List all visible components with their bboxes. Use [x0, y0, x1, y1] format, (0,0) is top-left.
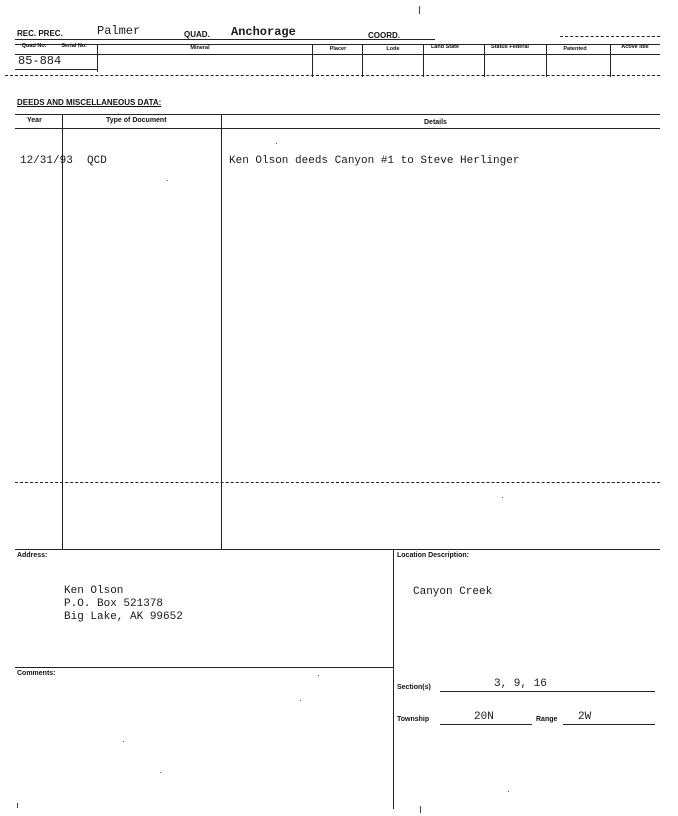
deed-details: Ken Olson deeds Canyon #1 to Steve Herlinger	[229, 155, 520, 167]
scan-speck	[300, 700, 301, 701]
deeds-col-div-1	[62, 114, 63, 549]
quad-label: QUAD.	[184, 30, 210, 39]
placer-label: Placer	[329, 46, 347, 52]
range-value: 2W	[578, 711, 592, 723]
active-idle-label: Active Idle	[621, 44, 649, 50]
mineral-label: Mineral	[190, 45, 210, 51]
scan-mark	[420, 806, 421, 813]
id-div-4	[423, 44, 424, 77]
id-div-2	[312, 44, 313, 77]
deeds-bottom-rule	[15, 549, 660, 550]
comments-label: Comments:	[17, 670, 56, 677]
range-fillin	[563, 714, 655, 725]
col-type: Type of Document	[106, 117, 167, 124]
scan-speck	[318, 675, 319, 676]
quad-no-label: Quad No.	[21, 43, 47, 49]
coord-label: COORD.	[368, 31, 400, 40]
status-federal-label: Status Federal	[491, 44, 529, 50]
section-label: Section(s)	[397, 684, 431, 691]
scan-mark	[419, 6, 420, 14]
address-line-1: Ken Olson	[64, 585, 124, 597]
township-value: 20N	[474, 711, 494, 723]
deeds-top-rule	[15, 114, 660, 115]
col-year: Year	[27, 117, 42, 124]
scan-speck	[123, 741, 124, 742]
land-state-label: Land State	[430, 44, 460, 50]
quad-serial-value: 85-884	[18, 54, 62, 68]
rec-prec-label: REC. PREC.	[17, 29, 63, 38]
scan-speck	[276, 143, 277, 144]
id-row-top	[15, 44, 660, 45]
id-div-7	[610, 44, 611, 77]
section-value: 3, 9, 16	[494, 678, 547, 690]
id-row-mid	[15, 54, 660, 55]
deed-year: 12/31/93	[20, 155, 73, 167]
rec-prec-value: Palmer	[97, 24, 141, 38]
deeds-dashed-rule	[15, 482, 660, 483]
scan-speck	[160, 772, 161, 773]
id-div-3	[362, 44, 363, 77]
scan-mark	[17, 803, 18, 808]
address-label: Address:	[17, 552, 48, 559]
id-div-6	[546, 44, 547, 77]
deeds-header-rule	[15, 128, 660, 129]
section-fillin	[440, 681, 655, 692]
header-rule-dashed	[560, 36, 660, 37]
header-rule	[15, 39, 435, 40]
address-location-divider	[393, 549, 394, 809]
deed-type: QCD	[87, 155, 107, 167]
serial-underline	[15, 69, 97, 70]
address-line-3: Big Lake, AK 99652	[64, 611, 183, 623]
address-line-2: P.O. Box 521378	[64, 598, 164, 610]
col-details: Details	[424, 119, 447, 126]
lode-label: Lode	[386, 46, 400, 52]
scan-speck	[167, 180, 168, 181]
id-row-bottom-dashed	[5, 75, 660, 76]
location-label: Location Description:	[397, 552, 469, 559]
comments-top-rule	[15, 667, 393, 668]
quad-value: Anchorage	[231, 25, 296, 39]
deeds-title: DEEDS AND MISCELLANEOUS DATA:	[17, 98, 162, 107]
location-value: Canyon Creek	[413, 586, 493, 598]
scan-speck	[508, 791, 509, 792]
patented-label: Patented	[563, 46, 587, 52]
deeds-col-div-2	[221, 114, 222, 549]
id-div-5	[484, 44, 485, 77]
id-div-1	[97, 44, 98, 72]
township-label: Township	[397, 716, 430, 723]
range-label: Range	[536, 716, 558, 723]
serial-no-label: Serial No.	[61, 43, 87, 49]
scan-speck	[502, 497, 503, 498]
